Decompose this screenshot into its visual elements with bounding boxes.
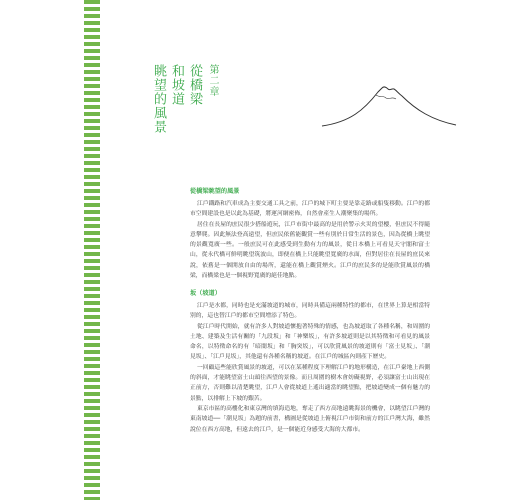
chapter-title-line-1: 從橋梁 <box>187 64 202 106</box>
decorative-stripe-border <box>84 0 100 500</box>
chapter-number: 第二章 <box>207 64 218 97</box>
paragraph: 居住在長屋的庶民很少搭船遊玩，江戶市街中最高的是用於警示火災的望樓，但庶民不得隨意攀爬。因此無法登高遠望，但庶民依舊能觀賞一些有別於日常生活的景色，因為從橋上眺望的景觀寬廣一些。一般庶民可在此感受到生動有力的風景，從日本橋上可看見天守閣和富士山，從永代橋可鮮明眺望筑波山，即便在橋上只能眺望寬廣的水面，但對居住在長屋的庶民來說，依舊是一個開放自由的場所，還能在橋上觀賞煙火。江戶的庶民多的是能欣賞風景的橋梁，而橋梁也是一個視野寬廣的絕佳地點。 <box>190 221 430 280</box>
paragraph: 從江戶時代開始，就有許多人對坡道懷抱著特殊的情感，也為坡道取了各種名稱，和周圍的土地、建築及生活有關的「九段坂」和「神樂坂」，有許多坡道則是以其特徵和可看見的風景命名，以特徵命名的有「暗闇坂」和「胸突坂」，可以欣賞風景的坡道則有「富士見坂」、「潮見坂」、「江戶見坂」，其他還有各種名稱的坡道。在江戶的城區內則產下歷史。 <box>190 323 430 361</box>
snow-line <box>376 95 396 99</box>
paragraph: 江戶鐵路和汽車成為主要交通工具之前，江戶的城下町主要是靠走路或船隻移動。江戶的都市空間建設也是以此為基礎，將運河網密佈，自然會產生人潮聚集的場所。 <box>190 201 430 218</box>
chapter-title-line-3: 眺望的風景 <box>151 64 166 134</box>
section-slopes <box>190 288 430 435</box>
paragraph: 東京市區的高樓化和東京灣的填海造地，奪走了西方高地遠眺海景的機會，以眺望江戶灣的東南坡道──「潮見坂」為題的前書，構圖是從坡道上俯視江戶市街和前方的江戶灣大海，雖然說位在西方高地，但遠去的江戶，是一個能近身感受大海的大都市。 <box>190 405 430 433</box>
chapter-title-line-2: 和坡道 <box>169 64 184 106</box>
section-heading: 從橋梁眺望的風景 <box>190 188 240 195</box>
section-bridges <box>190 186 430 281</box>
paragraph: 江戶是水都，同時也是充滿坡道的城市，同時具備這兩種特性的都市，在世界上算是相當特別的，這也替江戶的都市空間增添了特色。 <box>190 303 430 320</box>
mountain-outline <box>322 87 456 126</box>
section-heading: 坂（坡道） <box>190 290 221 297</box>
paragraph: 一回顧這些能欣賞風景的坡道，可以在某種程度下理解江戶的地形構造，在江戶臺地上西側的斜面，才能眺望富士山頭往西望的景像。而且周圍的樹木會妨礙視野，必須讓富士山出現在正前方，否則難以清楚眺望，江戶人會從坡道上遙出適當的眺望點，把坡道變成一個有魅力的景點，以排解上下坡的艱苦。 <box>190 364 430 402</box>
mount-fuji-illustration <box>320 82 460 128</box>
